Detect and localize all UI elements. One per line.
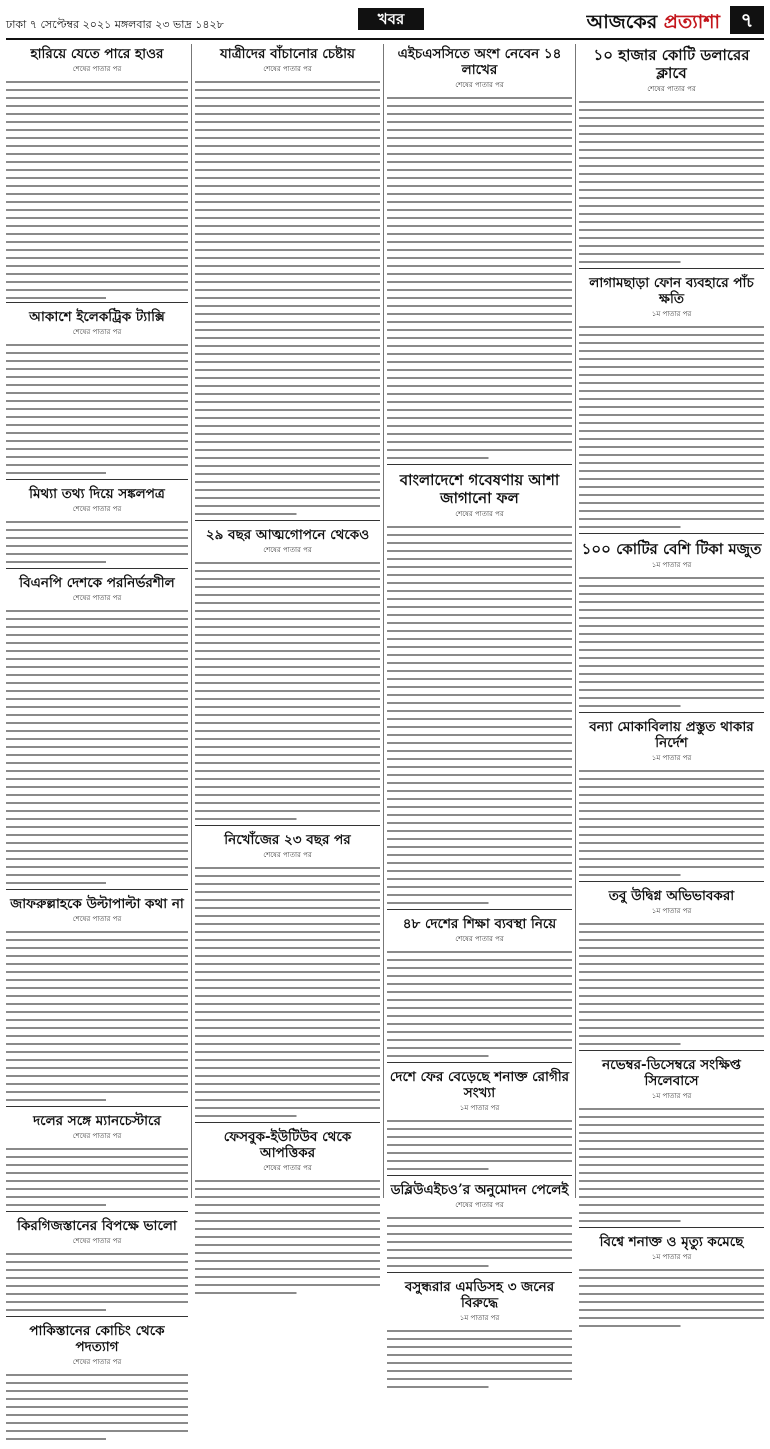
story — [579, 538, 764, 713]
story-headline: বাংলাদেশে গবেষণায় আশা জাগানো ফল — [399, 471, 560, 507]
story-body — [6, 927, 188, 1103]
story-headline: পাকিস্তানের কোচিং থেকে পদত্যাগ — [29, 1323, 165, 1355]
story-jumpline: শেষের পাতার পর — [263, 851, 312, 859]
story-jumpline: শেষের পাতার পর — [72, 915, 122, 923]
story-body — [579, 97, 764, 265]
story-headline: কিরগিজস্তানের বিপক্ষে ভালো — [17, 1218, 177, 1234]
story-headline: ১০ হাজার কোটি ডলারের ক্লাবে — [593, 46, 750, 82]
column-3 — [387, 44, 572, 1397]
story-headline: নিখোঁজের ২৩ বছর পর — [224, 832, 351, 848]
story-body — [6, 1370, 188, 1442]
story-body — [579, 1104, 764, 1224]
section-label: খবর — [358, 8, 424, 30]
story-body — [579, 919, 764, 1047]
story-body — [579, 1265, 764, 1329]
story-jumpline: শেষের পাতার পর — [263, 546, 312, 554]
story-jumpline: ১ম পাতার পর — [459, 1314, 500, 1322]
story-body — [6, 1144, 188, 1208]
story-headline: ডব্লিউএইচও’র অনুমোদন পেলেই — [390, 1182, 569, 1198]
story — [195, 830, 380, 1123]
story-body — [195, 1176, 380, 1296]
story-body — [579, 322, 764, 530]
story-headline: তবু উদ্বিগ্ন অভিভাবকরা — [608, 888, 735, 904]
story-headline: নভেম্বর-ডিসেম্বরে সংক্ষিপ্ত সিলেবাসে — [602, 1057, 741, 1089]
story-body — [195, 863, 380, 1119]
story-body — [579, 766, 764, 878]
story-jumpline: শেষের পাতার পর — [72, 505, 122, 513]
page-number: ৭ — [730, 6, 764, 34]
story-headline: হারিয়ে যেতে পারে হাওর — [30, 46, 164, 62]
story-jumpline: শেষের পাতার পর — [72, 328, 122, 336]
story — [579, 273, 764, 534]
story-headline: দলের সঙ্গে ম্যানচেস্টারে — [33, 1113, 161, 1129]
story — [387, 469, 572, 910]
story-jumpline: ১ম পাতার পর — [651, 754, 692, 762]
story-jumpline: ১ম পাতার পর — [459, 1104, 500, 1112]
story-headline: মিথ্যা তথ্য দিয়ে সঙ্কলপত্র — [29, 486, 165, 502]
story-jumpline: শেষের পাতার পর — [455, 81, 504, 89]
story — [387, 914, 572, 1063]
story-body — [387, 93, 572, 461]
story-jumpline: ১ম পাতার পর — [651, 1092, 692, 1100]
story-body — [387, 947, 572, 1059]
story-jumpline: শেষের পাতার পর — [72, 1237, 122, 1245]
story-headline: বিশ্বে শনাক্ত ও মৃত্যু কমেছে — [599, 1234, 744, 1250]
story-headline: এইচএসসিতে অংশ নেবেন ১৪ লাখের — [397, 46, 562, 78]
story-jumpline: শেষের পাতার পর — [263, 65, 312, 73]
story-headline: বসুন্ধরার এমডিসহ ৩ জনের বিরুদ্ধে — [404, 1279, 555, 1311]
logo-accent: প্রত্যাশা — [663, 11, 720, 33]
story-jumpline: শেষের পাতার পর — [263, 1164, 312, 1172]
story — [6, 307, 188, 480]
story-jumpline: ১ম পাতার পর — [651, 1253, 692, 1261]
story-headline: ১০০ কোটির বেশি টিকা মজুত — [581, 540, 762, 558]
story — [6, 1216, 188, 1317]
column-divider — [575, 44, 576, 1198]
story-jumpline: ১ম পাতার পর — [651, 561, 692, 569]
column-2 — [195, 44, 380, 1303]
story-headline: বিএনপি দেশকে পরনির্ভরশীল — [19, 575, 175, 591]
story-jumpline: ১ম পাতার পর — [651, 907, 692, 915]
story — [579, 1055, 764, 1228]
story-body — [6, 77, 188, 299]
dateline: ঢাকা ৭ সেপ্টেম্বর ২০২১ মঙ্গলবার ২৩ ভাদ্র ১৪২৮ — [6, 18, 224, 31]
column-1 — [6, 44, 188, 1449]
story — [6, 573, 188, 890]
story-headline: ফেসবুক-ইউটিউব থেকে আপত্তিকর — [223, 1129, 352, 1161]
story-headline: জাফরুল্লাহকে উল্টাপাল্টা কথা না — [10, 896, 184, 912]
story — [579, 44, 764, 269]
logo-main: আজকের — [586, 11, 664, 33]
story-body — [6, 1249, 188, 1313]
story-body — [6, 517, 188, 565]
story — [387, 44, 572, 465]
story — [387, 1067, 572, 1176]
story-body — [195, 77, 380, 517]
story — [195, 1127, 380, 1299]
column-divider — [191, 44, 192, 1198]
story-body — [579, 573, 764, 709]
story-headline: ২৯ বছর আত্মগোপনে থেকেও — [205, 527, 370, 543]
column-4 — [579, 44, 764, 1336]
story-jumpline: শেষের পাতার পর — [72, 65, 122, 73]
story-jumpline: শেষের পাতার পর — [72, 1132, 122, 1140]
column-divider — [383, 44, 384, 1198]
story-jumpline: শেষের পাতার পর — [455, 510, 504, 518]
story-headline: দেশে ফের বেড়েছে শনাক্ত রোগীর সংখ্যা — [389, 1069, 570, 1101]
story — [387, 1277, 572, 1393]
story — [6, 894, 188, 1107]
story-headline: বন্যা মোকাবিলায় প্রস্তুত থাকার নির্দেশ — [589, 719, 754, 751]
story-jumpline: ১ম পাতার পর — [651, 310, 692, 318]
story-jumpline: শেষের পাতার পর — [647, 85, 696, 93]
story-headline: ৪৮ দেশের শিক্ষা ব্যবস্থা নিয়ে — [402, 916, 557, 932]
story — [6, 1321, 188, 1445]
story-headline: যাত্রীদের বাঁচানোর চেষ্টায় — [220, 46, 355, 62]
story — [6, 1111, 188, 1212]
story-body — [6, 340, 188, 476]
page-header — [6, 4, 764, 38]
story-jumpline: শেষের পাতার পর — [455, 935, 504, 943]
story — [579, 1232, 764, 1332]
header-rule — [6, 38, 764, 40]
story-jumpline: শেষের পাতার পর — [72, 1358, 122, 1366]
story — [195, 525, 380, 826]
story — [6, 44, 188, 303]
story-body — [387, 1213, 572, 1269]
story-body — [6, 606, 188, 886]
story-headline: আকাশে ইলেকট্রিক ট্যাক্সি — [29, 309, 165, 325]
story — [6, 484, 188, 569]
story — [579, 717, 764, 882]
story — [195, 44, 380, 521]
story-body — [387, 1116, 572, 1172]
story — [387, 1180, 572, 1273]
newspaper-logo — [587, 8, 720, 40]
story-jumpline: শেষের পাতার পর — [455, 1201, 504, 1209]
story-headline: লাগামছাড়া ফোন ব্যবহারে পাঁচ ক্ষতি — [589, 275, 754, 307]
story — [579, 886, 764, 1051]
story-body — [387, 522, 572, 906]
story-body — [387, 1326, 572, 1390]
story-jumpline: শেষের পাতার পর — [72, 594, 122, 602]
story-body — [195, 558, 380, 822]
